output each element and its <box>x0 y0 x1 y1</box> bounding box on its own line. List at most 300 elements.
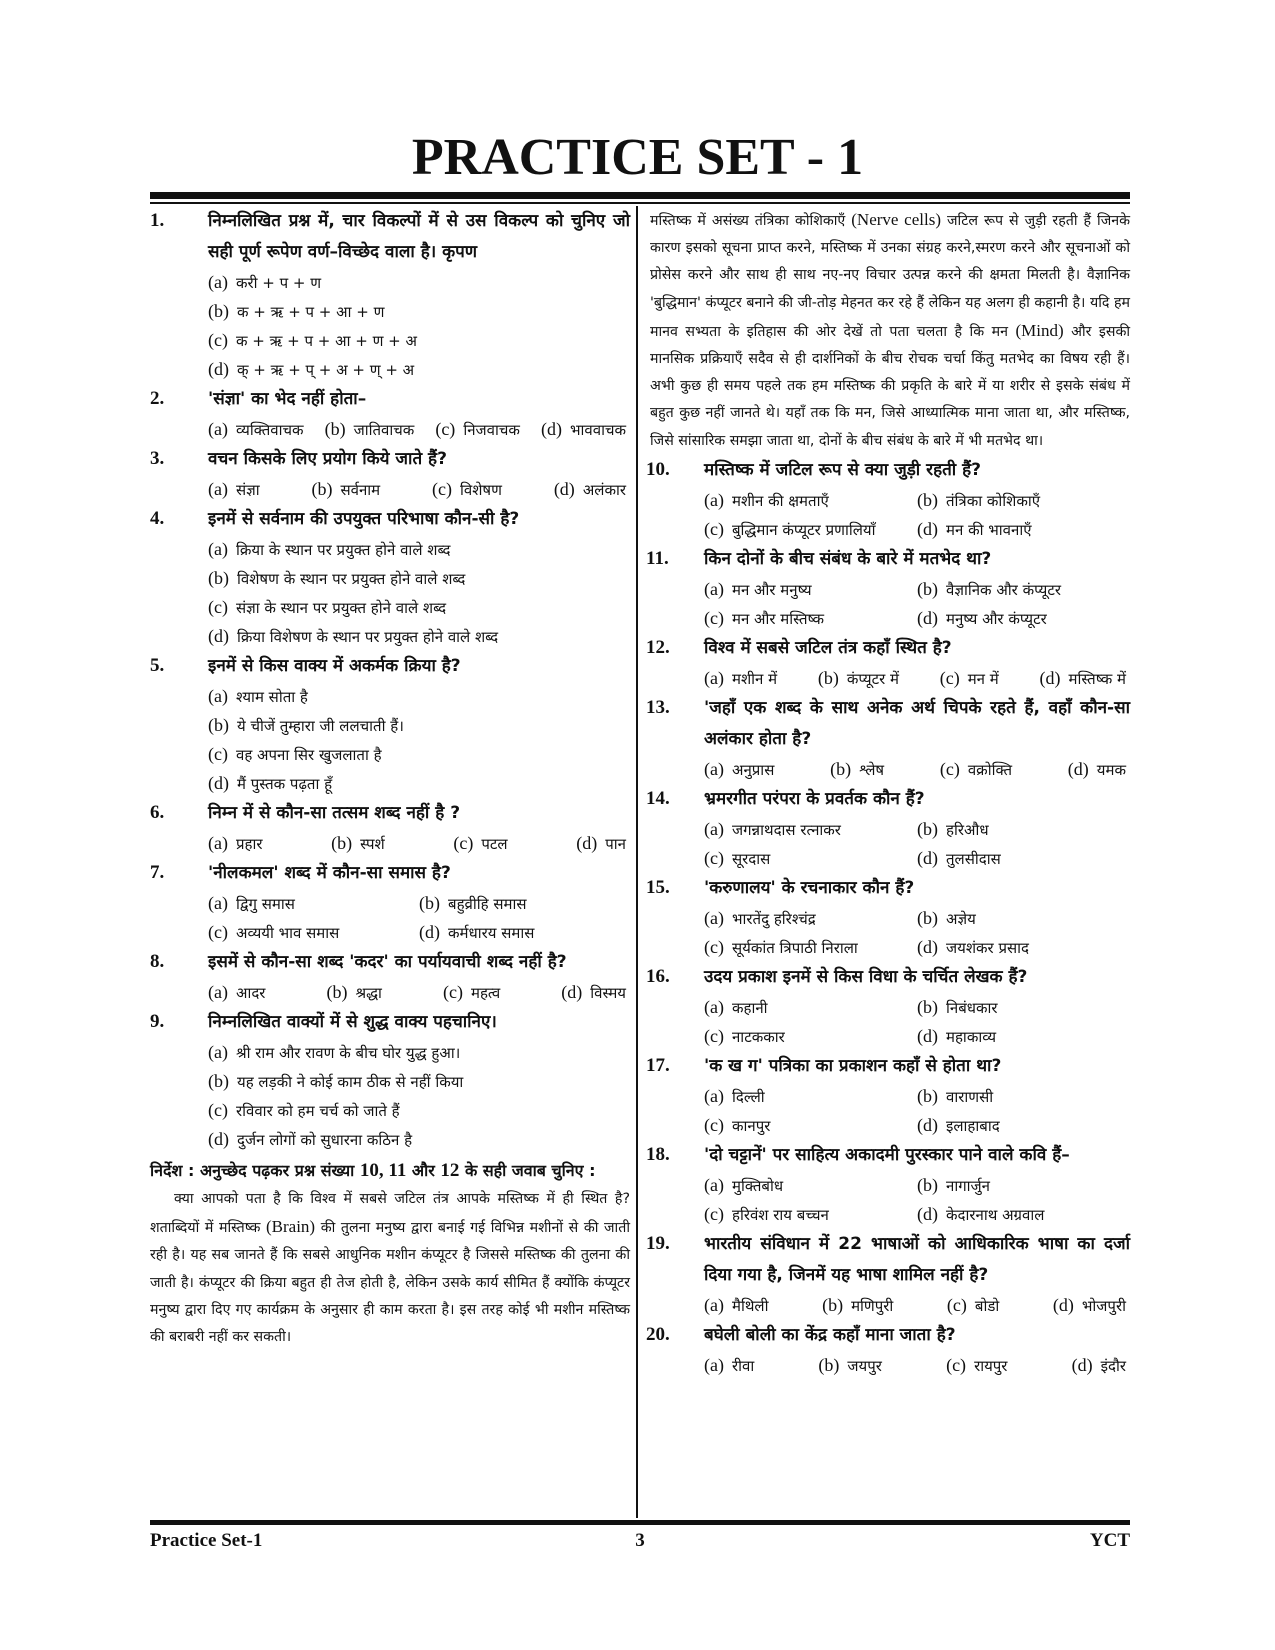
answer-option <box>208 268 630 297</box>
footer-publisher: YCT <box>1089 1530 1130 1551</box>
question-number: 14. <box>646 787 670 809</box>
answer-option <box>704 815 917 844</box>
answer-option <box>917 933 1130 962</box>
option-label: (a) <box>704 667 724 688</box>
answer-option <box>208 740 630 769</box>
option-text: विस्मय <box>590 984 626 1002</box>
answer-option <box>704 575 917 604</box>
answer-option <box>208 622 630 651</box>
option-list <box>646 904 1130 962</box>
answer-option <box>704 993 917 1022</box>
answer-option <box>940 755 1012 784</box>
question-header <box>150 384 630 415</box>
question <box>150 206 630 384</box>
question-number: 1. <box>150 210 165 231</box>
question-number: 16. <box>646 965 670 987</box>
answer-option <box>432 475 502 504</box>
option-text: इंदौर <box>1100 1356 1126 1375</box>
option-text: मन में <box>967 669 999 688</box>
question-header <box>646 1320 1130 1351</box>
option-text: मन और मनुष्य <box>731 580 812 599</box>
option-text: नाटककार <box>731 1027 785 1046</box>
question-text: निम्नलिखित वाक्यों में से शुद्ध वाक्य पहचानिए। <box>208 1012 497 1032</box>
option-list <box>150 682 630 798</box>
option-label: (b) <box>830 758 852 779</box>
answer-option <box>917 515 1130 544</box>
right-column <box>646 206 1130 1380</box>
option-text: आदर <box>235 984 266 1002</box>
question-header <box>646 1051 1130 1082</box>
option-text: वह अपना सिर खुजलाता है <box>235 746 382 764</box>
option-label: (d) <box>208 359 229 379</box>
question <box>646 633 1130 693</box>
option-text: श्रद्धा <box>355 984 382 1002</box>
page-footer <box>150 1530 1130 1558</box>
question-header <box>150 858 630 889</box>
option-label: (b) <box>822 1294 844 1315</box>
option-list <box>646 993 1130 1051</box>
question-text: 'नीलकमल' शब्द में कौन-सा समास है? <box>208 863 451 883</box>
option-label: (b) <box>917 907 938 928</box>
direction-prefix: निर्देश : अनुच्छेद पढ़कर प्रश्न संख्या <box>150 1161 355 1180</box>
question-header <box>150 206 630 268</box>
answer-option <box>704 1171 917 1200</box>
option-label: (c) <box>704 847 724 868</box>
passage-text: की तुलना मनुष्य द्वारा बनाई गई विभिन्न मशीनों से की जाती रही है। यह सब जानते हैं कि सबसे आधुनिक मशीन कंप्यूटर है जिससे मस्तिष्क की तुलना की जाती है। कंप्यूटर की क्रिया बहुत ही तेज होती है, लेकिन उसके कार्य सीमित हैं क्योंकि कंप्यूटर मनुष्य द्वारा दिए गए कार्यक्रम के अनुसार ही काम करता है। इस तरह कोई भी मशीन मस्तिष्क की बराबरी नहीं कर सकती। <box>150 1220 630 1346</box>
answer-option <box>208 769 630 798</box>
option-label: (a) <box>704 996 724 1017</box>
question-header <box>150 798 630 829</box>
answer-option <box>208 1067 630 1096</box>
answer-option <box>443 978 500 1007</box>
answer-option <box>208 1038 630 1067</box>
option-text: अनुप्रास <box>731 760 775 779</box>
option-text: विशेषण <box>460 481 502 499</box>
answer-option <box>208 829 263 858</box>
option-text: सर्वनाम <box>340 481 381 499</box>
option-text: जातिवाचक <box>353 421 415 439</box>
option-label: (d) <box>917 1025 938 1046</box>
question-text: इनमें से किस वाक्य में अकर्मक क्रिया है? <box>208 656 461 676</box>
answer-option <box>208 1125 630 1154</box>
passage-english-term: (Mind) <box>1015 320 1064 340</box>
option-text: क + ऋ + प + आ + ण <box>237 303 385 321</box>
question-header <box>646 962 1130 993</box>
question <box>646 873 1130 962</box>
option-label: (d) <box>576 833 598 853</box>
option-text: संज्ञा <box>235 481 260 499</box>
footer-rule <box>150 1520 1130 1525</box>
answer-option <box>917 486 1130 515</box>
option-list <box>150 978 630 1007</box>
answer-option <box>453 829 507 858</box>
option-label: (c) <box>704 518 724 539</box>
answer-option <box>940 664 999 693</box>
answer-option <box>704 1082 917 1111</box>
question-header <box>646 784 1130 815</box>
option-text: रविवार को हम चर्च को जाते हैं <box>235 1102 400 1120</box>
question-number: 2. <box>150 388 165 409</box>
passage-text: मस्तिष्क में असंख्य तंत्रिका कोशिकाएँ <box>650 213 846 229</box>
left-column <box>150 206 630 1351</box>
answer-option <box>947 1291 999 1320</box>
option-label: (b) <box>917 1174 938 1195</box>
answer-option <box>208 475 260 504</box>
option-text: बहुव्रीहि समास <box>448 895 527 913</box>
answer-option <box>704 1200 917 1229</box>
option-text: कानपुर <box>731 1116 771 1135</box>
answer-option <box>208 1096 630 1125</box>
option-label: (d) <box>208 626 229 646</box>
option-text: तंत्रिका कोशिकाएँ <box>946 491 1041 510</box>
question-header <box>646 455 1130 486</box>
option-text: मैथिली <box>731 1296 769 1315</box>
passage-part-2 <box>646 206 1130 455</box>
answer-option <box>208 593 630 622</box>
answer-option <box>561 978 626 1007</box>
option-text: करी + प + ण <box>235 274 322 292</box>
option-label: (a) <box>704 1294 724 1315</box>
option-text: महत्व <box>470 984 501 1002</box>
option-label: (c) <box>208 922 228 942</box>
option-label: (b) <box>917 489 938 510</box>
option-text: स्पर्श <box>360 835 385 853</box>
option-label: (d) <box>1052 1294 1074 1315</box>
footer-set-name: Practice Set-1 <box>150 1530 263 1551</box>
option-label: (d) <box>419 922 440 942</box>
question-header <box>150 947 630 978</box>
page-title: PRACTICE SET - 1 <box>411 129 864 186</box>
option-text: यह लड़की ने कोई काम ठीक से नहीं किया <box>237 1073 464 1091</box>
option-label: (c) <box>704 936 724 957</box>
header-rule-thin <box>150 202 1130 204</box>
option-label: (a) <box>704 489 724 510</box>
answer-option <box>917 844 1130 873</box>
question <box>150 947 630 1007</box>
option-label: (c) <box>208 330 228 350</box>
option-label: (a) <box>208 686 228 706</box>
option-label: (b) <box>917 996 938 1017</box>
option-text: वैज्ञानिक और कंप्यूटर <box>946 580 1062 599</box>
option-label: (d) <box>917 1114 938 1135</box>
option-label: (c) <box>704 607 724 628</box>
question-number: 17. <box>646 1054 670 1076</box>
option-text: कर्मधारय समास <box>448 924 535 942</box>
option-label: (b) <box>311 479 333 499</box>
option-text: भारतेंदु हरिश्चंद्र <box>731 909 816 928</box>
option-label: (c) <box>208 597 228 617</box>
option-label: (b) <box>419 893 440 913</box>
option-text: पटल <box>481 835 508 853</box>
option-text: ये चीजें तुम्हारा जी ललचाती हैं। <box>237 717 404 735</box>
option-list <box>646 486 1130 544</box>
passage-english-term: (Nerve cells) <box>851 210 942 229</box>
question-text: किन दोनों के बीच संबंध के बारे में मतभेद था? <box>704 548 992 569</box>
answer-option <box>704 486 917 515</box>
passage-text: और इसकी मानसिक प्रक्रियाएँ सदैव से ही दार्शनिकों के बीच रोचक चर्चा किंतु मतभेद का विषय रही हैं। अभी कुछ ही समय पहले तक हम मस्तिष्क की प्रकृति के बारे में या शरीर से इसके संबंध में बहुत कुछ नहीं जानते थे। यहाँ तक कि मन, जिसे आध्यात्मिक माना जाता था, और मस्तिष्क, जिसे सांसारिक समझा जाता था, दोनों के बीच संबंध के बारे में भी मतभेद था। <box>650 323 1131 449</box>
option-text: जयपुर <box>847 1356 882 1375</box>
option-label: (d) <box>917 607 938 628</box>
passage-part-1 <box>150 1186 630 1351</box>
answer-option <box>576 829 626 858</box>
option-label: (c) <box>704 1114 724 1135</box>
question-text: 'करुणालय' के रचनाकार कौन हैं? <box>704 877 915 898</box>
option-text: जयशंकर प्रसाद <box>946 938 1029 957</box>
question-text: विश्व में सबसे जटिल तंत्र कहाँ स्थित है? <box>704 637 952 658</box>
question-text: 'जहाँ एक शब्द के साथ अनेक अर्थ चिपके रहते हैं, वहाँ कौन-सा अलंकार होता है? <box>704 697 1130 749</box>
option-label: (d) <box>1071 1354 1093 1375</box>
answer-option <box>419 889 630 918</box>
answer-option <box>208 918 419 947</box>
answer-option <box>331 829 385 858</box>
option-label: (a) <box>704 1085 724 1106</box>
option-text: तुलसीदास <box>946 849 1001 868</box>
question-text: बघेली बोली का केंद्र कहाँ माना जाता है? <box>704 1324 956 1345</box>
answer-option <box>208 978 265 1007</box>
question-text: इनमें से सर्वनाम की उपयुक्त परिभाषा कौन-सी है? <box>208 509 520 529</box>
option-list <box>646 1351 1130 1380</box>
option-text: प्रहार <box>235 835 263 853</box>
question-number: 6. <box>150 802 165 823</box>
option-label: (b) <box>917 578 938 599</box>
option-label: (c) <box>208 744 228 764</box>
option-label: (b) <box>208 715 229 735</box>
passage-english-term: (Brain) <box>265 1217 316 1237</box>
option-list <box>646 755 1130 784</box>
question <box>646 784 1130 873</box>
option-label: (a) <box>208 893 228 913</box>
option-text: श्याम सोता है <box>235 688 308 706</box>
option-list <box>150 535 630 651</box>
question <box>646 693 1130 784</box>
question <box>150 444 630 504</box>
question-number: 3. <box>150 448 165 469</box>
option-text: हरिऔध <box>946 820 989 839</box>
option-text: क् + ऋ + प् + अ + ण् + अ <box>237 361 415 379</box>
option-label: (b) <box>331 833 353 853</box>
answer-option <box>326 978 382 1007</box>
question-text: भ्रमरगीत परंपरा के प्रवर्तक कौन हैं? <box>704 788 925 809</box>
answer-option <box>208 355 630 384</box>
answer-option <box>830 755 884 784</box>
question-number: 8. <box>150 951 165 972</box>
answer-option <box>946 1351 1007 1380</box>
answer-option <box>704 1111 917 1140</box>
question <box>646 544 1130 633</box>
question-header <box>646 873 1130 904</box>
option-label: (d) <box>917 847 938 868</box>
option-label: (a) <box>704 1174 724 1195</box>
answer-option <box>208 297 630 326</box>
answer-option <box>1039 664 1126 693</box>
option-text: निबंधकार <box>946 998 998 1017</box>
option-text: सूरदास <box>731 849 771 868</box>
option-text: रायपुर <box>974 1356 1008 1375</box>
question-header <box>150 1007 630 1038</box>
left-question-list <box>150 206 630 1154</box>
answer-option <box>917 1111 1130 1140</box>
option-label: (a) <box>704 818 724 839</box>
option-text: दिल्ली <box>731 1087 765 1106</box>
option-text: इलाहाबाद <box>946 1116 1000 1135</box>
option-list <box>646 664 1130 693</box>
column-divider <box>636 206 638 1518</box>
question <box>646 1320 1130 1380</box>
option-text: वाराणसी <box>946 1087 994 1106</box>
option-label: (c) <box>939 667 960 688</box>
option-label: (a) <box>208 419 228 439</box>
question-header <box>646 1140 1130 1171</box>
answer-option <box>1072 1351 1126 1380</box>
answer-option <box>917 815 1130 844</box>
question <box>150 1007 630 1154</box>
question <box>150 504 630 651</box>
option-text: केदारनाथ अग्रवाल <box>946 1205 1045 1224</box>
option-label: (c) <box>946 1294 967 1315</box>
option-label: (c) <box>453 833 474 853</box>
option-list <box>646 1082 1130 1140</box>
option-label: (c) <box>435 419 456 439</box>
answer-option <box>917 575 1130 604</box>
passage-text: क्या आपको पता है कि विश्व में सबसे जटिल तंत्र आपके मस्तिष्क में ही स्थित है? शताब्दियों में मस्तिष्क <box>150 1191 630 1237</box>
option-text: महाकाव्य <box>946 1027 997 1046</box>
question-number: 12. <box>646 636 670 658</box>
question-text: 'दो चट्टानें' पर साहित्य अकादमी पुरस्कार पाने वाले कवि हैं– <box>704 1144 1070 1165</box>
header-rule-thick <box>150 192 1130 199</box>
answer-option <box>917 993 1130 1022</box>
option-label: (b) <box>208 1071 229 1091</box>
option-text: क्रिया विशेषण के स्थान पर प्रयुक्त होने वाले शब्द <box>237 628 499 646</box>
answer-option <box>208 415 304 444</box>
question-number: 11. <box>646 547 669 569</box>
answer-option <box>208 326 630 355</box>
answer-option <box>554 475 626 504</box>
option-label: (c) <box>704 1025 724 1046</box>
option-text: विशेषण के स्थान पर प्रयुक्त होने वाले शब्द <box>237 570 466 588</box>
option-text: निजवाचक <box>463 421 520 439</box>
option-text: सूर्यकांत त्रिपाठी निराला <box>731 938 858 957</box>
option-text: श्री राम और रावण के बीच घोर युद्ध हुआ। <box>235 1044 461 1062</box>
option-label: (c) <box>432 479 452 499</box>
option-label: (a) <box>208 272 228 292</box>
answer-option <box>208 535 630 564</box>
option-label: (b) <box>326 982 348 1002</box>
question-number: 9. <box>150 1011 165 1032</box>
question-header <box>150 444 630 475</box>
option-label: (b) <box>324 419 346 439</box>
answer-option <box>704 664 777 693</box>
question <box>646 1140 1130 1229</box>
option-label: (c) <box>946 1354 967 1375</box>
question-number: 5. <box>150 655 165 676</box>
passage-text: जटिल रूप से जुड़ी रहती हैं जिनके कारण इसको सूचना प्राप्त करने, मस्तिष्क में उनका संग्रह करने,स्मरण करने और सूचनाओं को प्रोसेस करने और साथ ही साथ नए-नए विचार उत्पन्न करने की क्षमता मिलती है। वैज्ञानिक 'बुद्धिमान' कंप्यूटर बनाने की जी-तोड़ मेहनत कर रहे हैं लेकिन यह अलग ही कहानी है। यदि हम मानव सभ्यता के इतिहास की ओर देखें तो पता चलता है कि मन <box>650 213 1130 340</box>
question-text: 'संज्ञा' का भेद नहीं होता– <box>208 389 367 409</box>
question <box>150 384 630 444</box>
option-label: (a) <box>704 578 724 599</box>
option-label: (d) <box>917 936 938 957</box>
option-label: (b) <box>917 818 938 839</box>
option-text: मनुष्य और कंप्यूटर <box>946 609 1047 628</box>
answer-option <box>704 1022 917 1051</box>
option-label: (d) <box>553 479 575 499</box>
answer-option <box>704 604 917 633</box>
option-text: यमक <box>1096 760 1126 779</box>
option-list <box>150 889 630 947</box>
question-text: भारतीय संविधान में 22 भाषाओं को आधिकारिक भाषा का दर्जा दिया गया है, जिनमें यह भाषा शामिल नहीं है? <box>704 1233 1130 1285</box>
answer-option <box>208 564 630 593</box>
answer-option <box>704 515 917 544</box>
answer-option <box>704 933 917 962</box>
option-list <box>646 1171 1130 1229</box>
question-number: 4. <box>150 508 165 529</box>
option-label: (b) <box>208 568 229 588</box>
question <box>150 858 630 947</box>
option-text: मशीन की क्षमताएँ <box>731 491 829 510</box>
answer-option <box>704 755 774 784</box>
option-label: (c) <box>939 758 960 779</box>
option-text: क्रिया के स्थान पर प्रयुक्त होने वाले शब्द <box>235 541 451 559</box>
question <box>646 1229 1130 1320</box>
question-header <box>150 504 630 535</box>
answer-option <box>208 889 419 918</box>
answer-option <box>822 1291 893 1320</box>
option-label: (a) <box>208 1042 228 1062</box>
answer-option <box>818 1351 882 1380</box>
answer-option <box>208 682 630 711</box>
option-label: (d) <box>1039 667 1061 688</box>
option-text: मुक्तिबोध <box>731 1176 784 1195</box>
option-text: दुर्जन लोगों को सुधारना कठिन है <box>237 1131 413 1149</box>
option-label: (d) <box>917 1203 938 1224</box>
passage-direction <box>150 1156 630 1186</box>
option-text: अलंकार <box>582 481 626 499</box>
option-text: व्यक्तिवाचक <box>235 421 304 439</box>
question-header <box>646 544 1130 575</box>
question-number: 15. <box>646 876 670 898</box>
option-text: बोडो <box>974 1296 1000 1315</box>
question <box>646 455 1130 544</box>
question-header <box>646 693 1130 755</box>
option-label: (a) <box>208 833 228 853</box>
answer-option <box>435 415 520 444</box>
option-label: (c) <box>442 982 463 1002</box>
option-text: वक्रोक्ति <box>967 760 1013 779</box>
option-text: अज्ञेय <box>946 909 976 928</box>
option-label: (a) <box>208 479 228 499</box>
option-label: (a) <box>208 539 228 559</box>
answer-option <box>541 415 626 444</box>
option-label: (a) <box>704 758 724 779</box>
option-text: बुद्धिमान कंप्यूटर प्रणालियाँ <box>731 520 876 539</box>
question-text: मस्तिष्क में जटिल रूप से क्या जुड़ी रहती हैं? <box>704 459 982 480</box>
option-text: द्विगु समास <box>235 895 295 913</box>
answer-option <box>704 1291 768 1320</box>
question-text: इसमें से कौन-सा शब्द 'कदर' का पर्यायवाची शब्द नहीं है? <box>208 952 567 972</box>
option-label: (d) <box>917 518 938 539</box>
option-label: (d) <box>208 773 229 793</box>
question <box>646 962 1130 1051</box>
question-number: 10. <box>646 458 670 480</box>
option-text: अव्ययी भाव समास <box>235 924 340 942</box>
direction-number-last: 12 <box>440 1160 460 1181</box>
option-list <box>150 415 630 444</box>
question-number: 19. <box>646 1232 670 1254</box>
option-text: रीवा <box>731 1356 755 1375</box>
option-label: (a) <box>704 907 724 928</box>
option-label: (d) <box>208 1129 229 1149</box>
question-header <box>150 651 630 682</box>
option-text: हरिवंश राय बच्चन <box>731 1205 829 1224</box>
